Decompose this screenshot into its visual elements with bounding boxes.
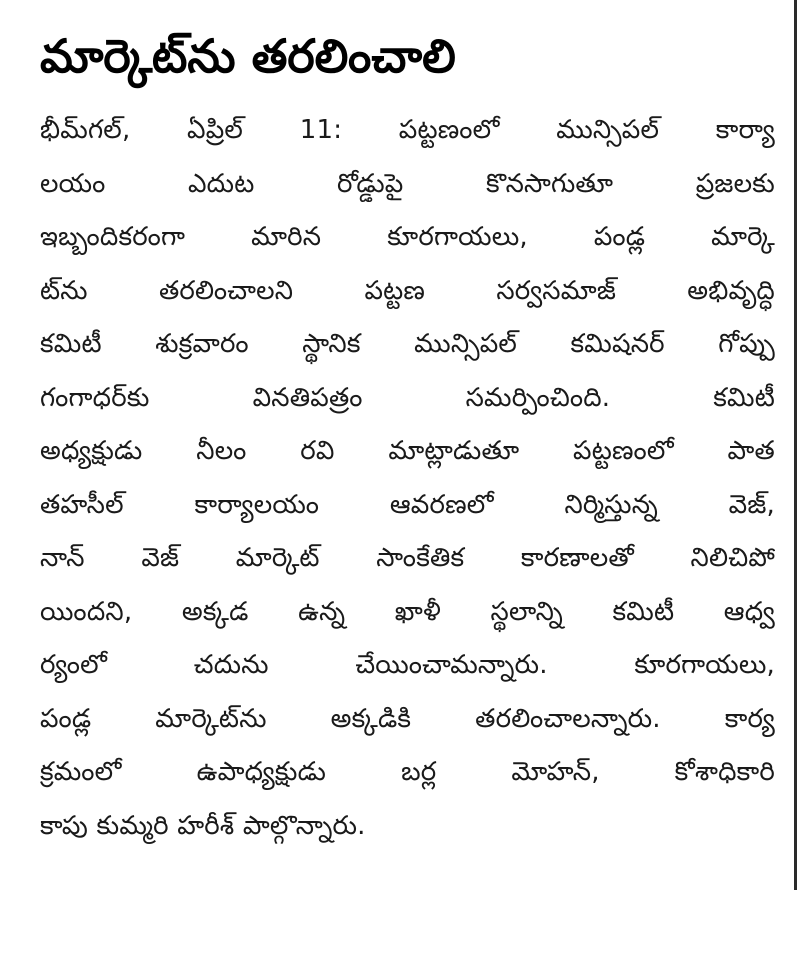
- article-line: క్రమంలో ఉపాధ్యక్షుడు బర్ల మోహన్, కోశాధికారి: [40, 757, 775, 787]
- article-line: నాన్ వెజ్ మార్కెట్ సాంకేతిక కారణాలతో నిలిచిపో: [40, 543, 775, 573]
- article-line: తహసీల్ కార్యాలయం ఆవరణలో నిర్మిస్తున్న వెజ్,: [40, 489, 775, 520]
- article-line: కమిటీ శుక్రవారం స్థానిక మున్సిపల్ కమిషనర్ గోప్పు: [40, 329, 775, 359]
- article-line: యిందని, అక్కడ ఉన్న ఖాళీ స్థలాన్ని కమిటీ ఆధ్వ: [40, 596, 775, 627]
- article-line: ర్యంలో చదును చేయించామన్నారు. కూరగాయలు,: [40, 650, 775, 680]
- clipped-previous-text: [40, 0, 780, 8]
- article-line: భీమ్‌గల్, ఏప్రిల్ 11: పట్టణంలో మున్సిపల్ కార్యా: [40, 115, 775, 145]
- article-line: ట్‌ను తరలించాలని పట్టణ సర్వసమాజ్ అభివృద్ధి: [40, 275, 775, 306]
- article-line: కాపు కుమ్మరి హరీశ్ పాల్గొన్నారు.: [40, 810, 366, 841]
- article-headline: మార్కెట్‌ను తరలించాలి: [40, 29, 456, 83]
- article-line: లయం ఎదుట రోడ్డుపై కొనసాగుతూ ప్రజలకు: [40, 168, 775, 199]
- article-line: అధ్యక్షుడు నీలం రవి మాట్లాడుతూ పట్టణంలో పాత: [40, 436, 775, 466]
- article-line: ఇబ్బందికరంగా మారిన కూరగాయలు, పండ్ల మార్కె: [40, 222, 775, 252]
- article-body: [40, 104, 775, 853]
- article-line: గంగాధర్‌కు వినతిపత్రం సమర్పించింది. కమిటీ: [40, 382, 775, 413]
- article-line: పండ్ల మార్కెట్‌ను అక్కడికి తరలించాలన్నారు. కార్య: [40, 703, 775, 734]
- column-divider: [794, 0, 797, 890]
